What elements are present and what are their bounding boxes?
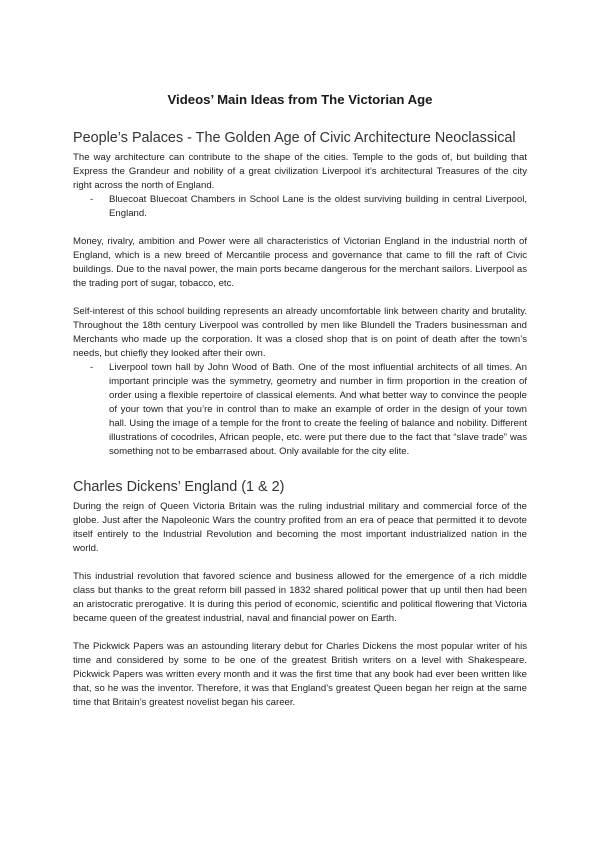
section-heading-dickens-england: Charles Dickens’ England (1 & 2)	[73, 479, 285, 495]
list-item	[73, 361, 527, 459]
bullet-text-town-hall: Liverpool town hall by John Wood of Bath. One of the most influential architects of all times. An important principle was the symmetry, geometry and number in firm proportion in the creation of order using a flexible repertoire of classical elements. And what better way to convince the people of your town that you’re in control than to make an example of order in the design of your town hall. Using the image of a temple for the front to create the feeling of balance and nobility. Different illustrations of cocodriles, African people, etc. were put there due to the fact that “slave trade” was something not to be embarrased about. Only available for the city elite.	[109, 362, 527, 457]
bullet-text-bluecoat: Bluecoat Bluecoat Chambers in School Lane is the oldest surviving building in central Liverpool, England.	[109, 194, 527, 219]
list-item	[73, 193, 527, 221]
section-heading-peoples-palaces: People’s Palaces - The Golden Age of Civic Architecture Neoclassical	[73, 130, 516, 146]
document-title: Videos’ Main Ideas from The Victorian Age	[167, 92, 433, 107]
paragraph-industrial-revolution: This industrial revolution that favored science and business allowed for the emergence of a rich middle class but thanks to the great reform bill passed in 1832 shared political power that up until then had been an aristocratic prerogative. It is during this period of economic, scientific and political flowering that Victoria became queen of the greatest industrial, naval and financial power on Earth.	[73, 571, 527, 624]
paragraph-self-interest: Self-interest of this school building represents an already uncomfortable link between charity and brutality. Throughout the 18th century Liverpool was controlled by men like Blundell the Traders businessman and Merchants who made up the corporation. It was a closed shop that is on point of death after the town’s needs, but chiefly they looked after their own.	[73, 306, 527, 359]
bullet-dash: -	[90, 194, 94, 205]
bullet-list	[73, 193, 527, 221]
paragraph-money-rivalry: Money, rivalry, ambition and Power were all characteristics of Victorian England in the industrial north of England, which is a new breed of Mercantile process and governance that came to fill the raft of Civic buildings. Due to the naval power, the main ports became dangerous for the merchant sailors. Liverpool as the trading port of sugar, tobacco, etc.	[73, 236, 527, 289]
paragraph-queen-victoria-reign: During the reign of Queen Victoria Britain was the ruling industrial military and commercial force of the globe. Just after the Napoleonic Wars the country profited from an era of peace that permitted it to devote itself entirely to the Industrial Revolution and becoming the most important industrialized nation in the world.	[73, 501, 527, 554]
document-page	[73, 92, 527, 710]
bullet-list	[73, 361, 527, 459]
paragraph-architecture-intro: The way architecture can contribute to the shape of the cities. Temple to the gods of, but building that Express the Grandeur and nobility of a great civilization Liverpool it’s architectural Treasures of the city right across the north of England.	[73, 152, 527, 191]
paragraph-pickwick-papers: The Pickwick Papers was an astounding literary debut for Charles Dickens the most popular writer of his time and considered by some to be one of the greatest British writers on a level with Shakespeare. Pickwick Papers was written every month and it was the first time that any book had ever been written like that, so he was the inventor. Therefore, it was that England’s greatest Queen began her reign at the same time that Britain’s greatest novelist began his career.	[73, 641, 527, 708]
bullet-dash: -	[90, 362, 94, 373]
